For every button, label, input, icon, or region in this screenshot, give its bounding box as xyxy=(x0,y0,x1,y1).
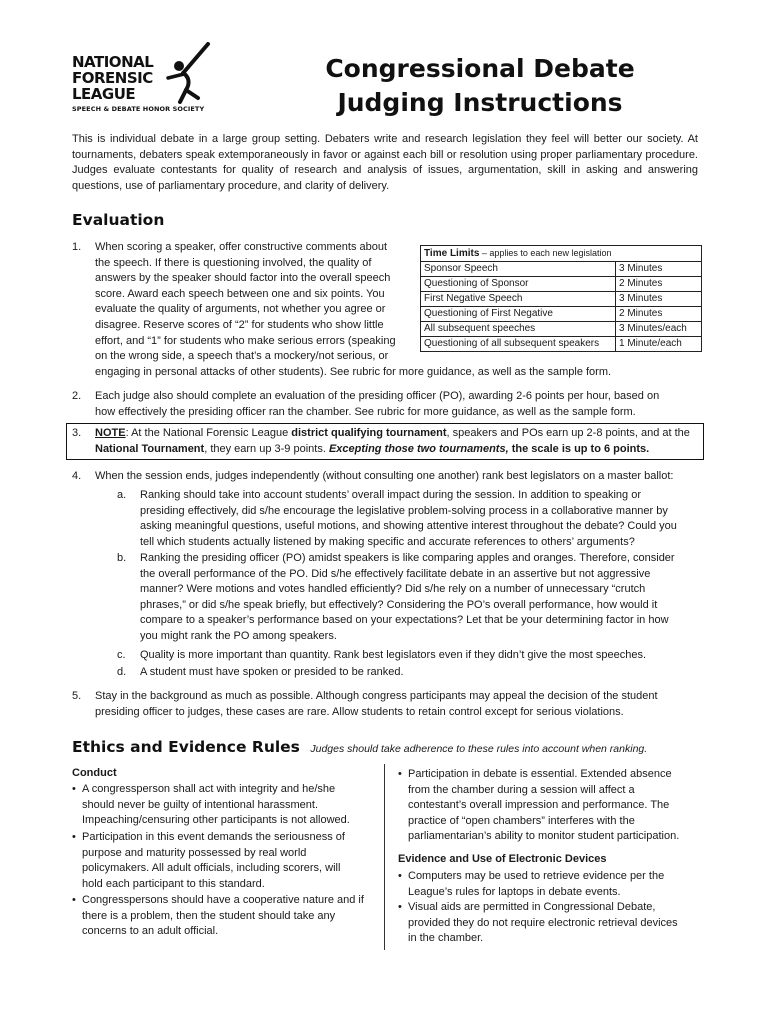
table-cell: Sponsor Speech xyxy=(421,262,616,277)
logo-line-2: FORENSIC xyxy=(72,69,153,87)
table-cell: 1 Minute/each xyxy=(616,337,702,352)
bullet-line: Participation in this event demands the seriousness of xyxy=(82,831,345,843)
bullet-line: provided they do not require electronic retrieval devices xyxy=(408,916,678,929)
logo-line-1: NATIONAL xyxy=(72,53,154,71)
sub-letter: b. xyxy=(117,552,127,564)
time-limits-header xyxy=(421,246,702,262)
bullet: • xyxy=(398,901,402,913)
table-cell: Questioning of First Negative xyxy=(421,307,616,322)
bullet: • xyxy=(72,894,76,906)
sub-letter: c. xyxy=(117,649,126,661)
note-bold: National Tournament xyxy=(95,442,205,455)
item-number: 4. xyxy=(72,470,82,482)
bullet-line: Participation in debate is essential. Extended absence xyxy=(408,768,672,780)
intro-paragraph: This is individual debate in a large group setting. Debaters write and research legislation they feel will better our society. At tournaments, debaters speak extemporaneously in favor or against each bill or resolution using proper parliamentary procedure. Judges evaluate contestants for quality of research and analysis of issues, argumentation, skill in asking and answering questions, use of parliamentary procedure, and clarity of delivery. xyxy=(72,133,698,192)
logo-tagline: SPEECH & DEBATE HONOR SOCIETY xyxy=(72,105,205,113)
sub-letter: d. xyxy=(117,666,127,678)
time-limits-title: Time Limits xyxy=(424,248,480,259)
sub-line: phrases,” or did s/he speak briefly, but effectively? Considering the PO’s overall performance, how would it xyxy=(140,598,658,611)
logo-line-3: LEAGUE xyxy=(72,85,136,103)
bullet-line: League’s rules for laptops in debate events. xyxy=(408,885,621,898)
bullet: • xyxy=(398,768,402,780)
table-row xyxy=(421,337,702,352)
note-text: , speakers and POs earn up 2-8 points, and at the xyxy=(446,427,690,439)
table-cell: 2 Minutes xyxy=(616,277,702,292)
item-line: score. Award each speech between one and six points. You xyxy=(95,287,385,300)
table-row xyxy=(421,277,702,292)
table-cell: 2 Minutes xyxy=(616,307,702,322)
time-limits-subtitle: – applies to each new legislation xyxy=(479,248,612,258)
table-cell: 3 Minutes xyxy=(616,292,702,307)
table-cell: 3 Minutes/each xyxy=(616,322,702,337)
sub-line: Quality is more important than quantity. Rank best legislators even if they didn’t give the most speeches. xyxy=(140,649,647,661)
item-line: answers by the speaker should factor into the overall speech xyxy=(95,272,391,285)
table-cell: All subsequent speeches xyxy=(421,322,616,337)
sub-line: Ranking should take into account students’ overall impact during the session. In addition to speaking or xyxy=(140,489,642,501)
item-line: disagree. Reserve scores of “2” for students who show little xyxy=(95,318,384,331)
item-number: 2. xyxy=(72,390,82,402)
item-line: When the session ends, judges independently (without consulting one another) rank best legislators on a master ballot: xyxy=(95,470,674,482)
bullet-line: hold each participant to this standard. xyxy=(82,877,265,890)
item-line: on the wrong side, a speech that’s a mockery/not serious, or xyxy=(95,350,389,363)
bullet-line: from the chamber during a session will affect a xyxy=(408,783,635,796)
evaluation-heading: Evaluation xyxy=(72,211,165,229)
item-line: the speech. If there is questioning involved, the quality of xyxy=(95,256,372,269)
note-box xyxy=(66,423,704,460)
bullet-line: practice of “open chambers” interferes with the xyxy=(408,814,635,827)
table-row xyxy=(421,292,702,307)
item-line: Each judge also should complete an evaluation of the presiding officer (PO), awarding 2-6 points per hour, based on xyxy=(95,390,660,402)
sub-line: the overall performance of the PO. Did s/he effectively facilitate debate in an assertive but not aggressive xyxy=(140,567,651,580)
figure-icon xyxy=(164,42,214,108)
item-line: how effectively the presiding officer ran the chamber. See rubric for more guidance, as well as the sample form. xyxy=(95,405,636,418)
note-bold-italic: Excepting those two tournaments, xyxy=(328,442,509,455)
item-line: presiding officer to judges, these cases are rare. Allow students to retain control except for serious violations. xyxy=(95,705,624,718)
bullet-line: in the chamber. xyxy=(408,932,484,945)
sub-line: asking meaningful questions, useful motions, and showing attentive interest throughout the debate? Could you xyxy=(140,520,677,533)
item-line: engaging in personal attacks of other students). See rubric for more guidance, as well as the sample form. xyxy=(95,365,612,378)
item-number: 3. xyxy=(72,427,82,439)
note-label: NOTE xyxy=(95,427,126,439)
sub-line: tell which students actually listened by making specific and accurate references to others’ arguments? xyxy=(140,535,635,548)
bullet-line: Computers may be used to retrieve evidence per the xyxy=(408,870,665,882)
bullet-line: purpose and maturity possessed by real world xyxy=(82,846,307,859)
item-number: 1. xyxy=(72,241,82,253)
item-line: When scoring a speaker, offer constructive comments about xyxy=(95,241,388,253)
bullet: • xyxy=(398,870,402,882)
bullet-line: Impeaching/censuring other participants is not allowed. xyxy=(82,814,350,827)
item-line: evaluate the quality of arguments, not whether you agree or xyxy=(95,303,386,316)
item-number: 5. xyxy=(72,690,82,702)
bullet: • xyxy=(72,783,76,795)
note-text: : At the National Forensic League xyxy=(125,427,292,439)
page-title xyxy=(265,52,695,120)
table-cell: Questioning of all subsequent speakers xyxy=(421,337,616,352)
table-row xyxy=(421,322,702,337)
conduct-heading: Conduct xyxy=(72,767,117,779)
sub-letter: a. xyxy=(117,489,127,501)
sub-line: A student must have spoken or presided to be ranked. xyxy=(140,666,404,678)
note-text: , they earn up 3-9 points. xyxy=(204,442,329,455)
bullet-line: Congresspersons should have a cooperative nature and if xyxy=(82,894,364,906)
bullet: • xyxy=(72,831,76,843)
bullet-line: Visual aids are permitted in Congressional Debate, xyxy=(408,901,656,913)
table-cell: First Negative Speech xyxy=(421,292,616,307)
bullet-line: should never be guilty of intentional harassment. xyxy=(82,798,319,811)
sub-line: presiding effectively, did s/he encourage the legislative problem-solving process in a collaborative manner by xyxy=(140,504,668,517)
bullet-line: parliamentarian’s ability to monitor student participation. xyxy=(408,830,680,843)
sub-line: Ranking the presiding officer (PO) amidst speakers is like comparing apples and oranges. Therefore, consider xyxy=(140,552,675,564)
time-limits-table xyxy=(420,245,702,352)
bullet-line: policymakers. All adult officials, including scorers, will xyxy=(82,862,341,875)
note-bold: the scale is up to 6 points. xyxy=(508,442,650,455)
table-cell: 3 Minutes xyxy=(616,262,702,277)
bullet-line: contestant’s overall impression and performance. The xyxy=(408,799,670,812)
item-line: Stay in the background as much as possible. Although congress participants may appeal the decision of the student xyxy=(95,690,658,702)
evidence-heading: Evidence and Use of Electronic Devices xyxy=(398,853,607,865)
title-line-1: Congressional Debate xyxy=(325,54,635,83)
table-cell: Questioning of Sponsor xyxy=(421,277,616,292)
title-line-2: Judging Instructions xyxy=(337,88,623,117)
column-divider xyxy=(384,764,385,950)
ethics-subtitle: Judges should take adherence to these rules into account when ranking. xyxy=(310,743,648,755)
ethics-heading: Ethics and Evidence Rules xyxy=(72,738,300,756)
eval-item-4 xyxy=(72,469,702,684)
table-row xyxy=(421,307,702,322)
sub-line: compare to a speaker’s performance based on your expectations? Let that be your determining factor in how xyxy=(140,614,669,627)
item-line: effort, and “1” for students who make serious errors (speaking xyxy=(95,334,396,347)
table-row xyxy=(421,262,702,277)
bullet-line: there is a problem, then the student should take any xyxy=(82,909,336,922)
note-bold: district qualifying tournament xyxy=(291,427,447,439)
sub-line: you might rank the PO among speakers. xyxy=(140,629,337,642)
bullet-line: A congressperson shall act with integrity and he/she xyxy=(82,783,336,795)
ethics-heading-row xyxy=(72,738,702,757)
sub-line: manner? Were motions and votes handled efficiently? Did s/he rely on a number of unnecessary “crutch xyxy=(140,583,646,596)
logo xyxy=(72,50,232,120)
bullet-line: concerns to an adult official. xyxy=(82,925,219,938)
